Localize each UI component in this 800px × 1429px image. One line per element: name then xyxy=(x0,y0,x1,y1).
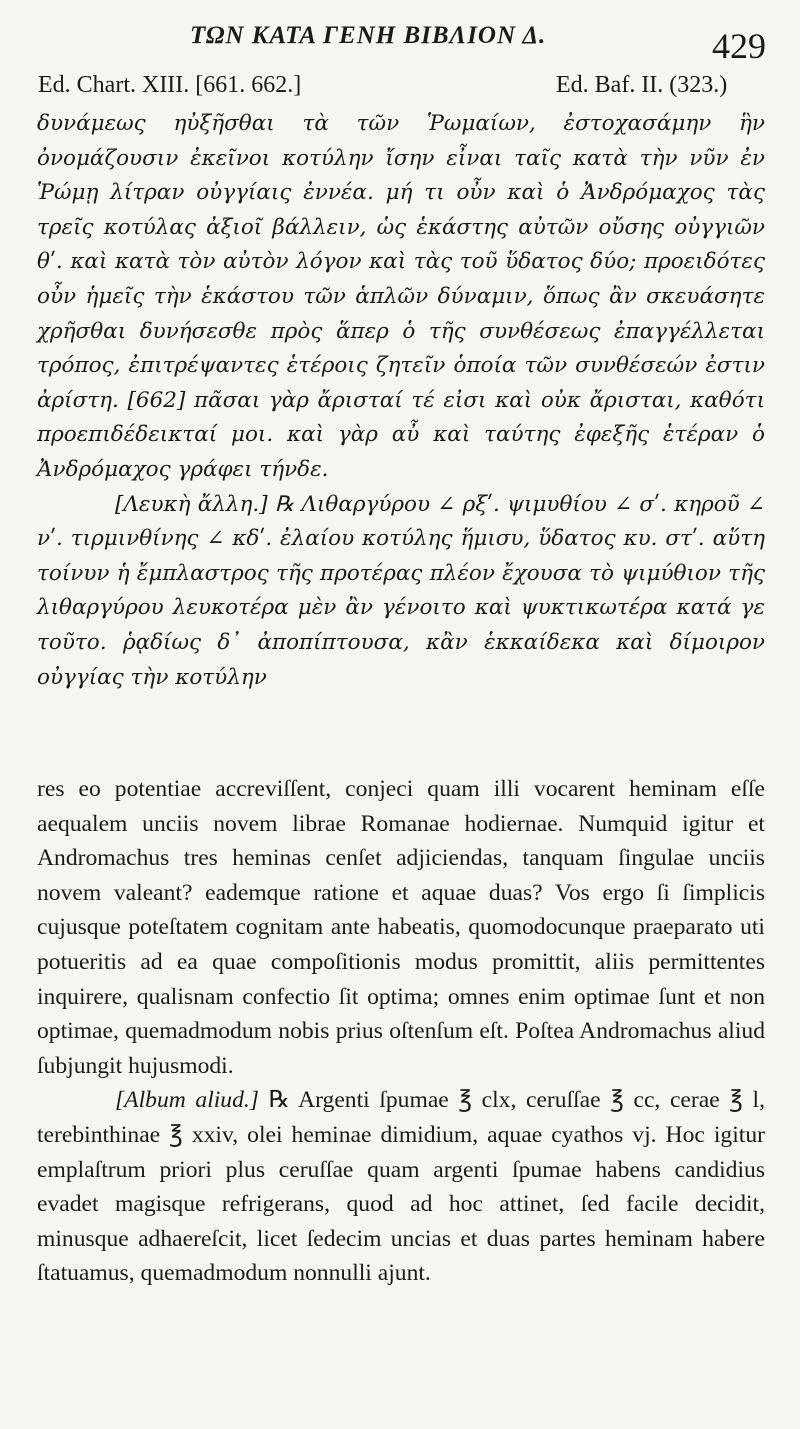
page-number: 429 xyxy=(712,26,766,66)
latin-paragraph-2 xyxy=(37,1083,765,1291)
edition-reference-right: Ed. Baf. II. (323.) xyxy=(556,72,728,98)
greek-paragraph-2 xyxy=(37,488,765,696)
greek-recipe-heading: [Λευκὴ ἄλλη.] xyxy=(115,491,268,517)
latin-recipe-body: ℞ Argenti ſpumae ℥ clx, ceruſſae ℥ cc, cerae ℥ l, terebinthinae ℥ xxiv, olei heminae dimidium, aquae cyathos vj. Hoc igitur emplaſtrum priori plus ceruſſae quam argenti ſpumae habens candidius evadet magisque refrigerans, quod ad hoc attinet, ſed facile decidit, minusque adhaereſcit, licet ſedecim uncias et duas partes heminam habere ſtatuamus, quemadmodum nonnulli ajunt. xyxy=(37,1087,765,1287)
edition-reference-left: Ed. Chart. XIII. [661. 662.] xyxy=(38,72,302,98)
greek-recipe-body: ℞ Λιθαργύρου ∠ ρξʹ. ψιμυθίου ∠ σʹ. κηροῦ ∠ νʹ. τιρμινθίνης ∠ κδʹ. ἐλαίου κοτύλης ἥμισυ, ὕδατος κυ. στʹ. αὕτη τοίνυν ἡ ἔμπλαστρος τῆς προτέρας πλέον ἔχουσα τὸ ψιμύθιον τῆς λιθαργύρου λευκοτέρα μὲν ἂν γένοιτο καὶ ψυκτικωτέρα κατά γε τοῦτο. ῥᾳδίως δ᾽ ἀποπίπτουσα, κἂν ἑκκαίδεκα καὶ δίμοιρον οὐγγίας τὴν κοτύλην xyxy=(37,491,766,690)
running-title: ΤΩΝ ΚΑΤΑ ΓΕΝΗ ΒΙΒΛΙΟΝ Δ. xyxy=(190,22,547,49)
latin-recipe-heading: [Album aliud.] xyxy=(115,1087,259,1114)
greek-text-block xyxy=(37,107,765,695)
greek-paragraph-1: δυνάμεως ηὐξῆσθαι τὰ τῶν Ῥωμαίων, ἐστοχασάμην ἣν ὀνομάζουσιν ἐκεῖνοι κοτύλην ἴσην εἶναι ταῖς κατὰ τὴν νῦν ἐν Ῥώμῃ λίτραν οὐγγίαις ἐννέα. μή τι οὖν καὶ ὁ Ἀνδρόμαχος τὰς τρεῖς κοτύλας ἀξιοῖ βάλλειν, ὡς ἑκάστης αὐτῶν οὔσης οὐγγιῶν θʹ. καὶ κατὰ τὸν αὐτὸν λόγον καὶ τὰς τοῦ ὕδατος δύο; προειδότες οὖν ἡμεῖς τὴν ἑκάστου τῶν ἁπλῶν δύναμιν, ὅπως ἂν σκευάσητε χρῆσθαι δυνήσεσθε πρὸς ἅπερ ὁ τῆς συνθέσεως ἐπαγγέλλεται τρόπος, ἐπιτρέψαντες ἑτέροις ζητεῖν ὁποία τῶν συνθέσεών ἐστιν ἀρίστη. [662] πᾶσαι γὰρ ἄρισταί τέ εἰσι καὶ οὐκ ἄρισται, καθότι προεπιδέδεικταί μοι. καὶ γὰρ αὖ καὶ ταύτης ἐφεξῆς ἑτέραν ὁ Ἀνδρόμαχος γράφει τήνδε. xyxy=(37,111,765,482)
latin-text-block xyxy=(37,772,765,1291)
latin-paragraph-1: res eo potentiae accreviſſent, conjeci quam illi vocarent heminam eſſe aequalem unciis novem librae Romanae hodiernae. Numquid igitur et Andromachus tres heminas cenſet adjiciendas, tanquam ſingulae unciis novem valeant? eademque ratione et aquae duas? Vos ergo ſi ſimplicis cujusque poteſtatem cognitam ante habeatis, quomodocunque praeparato uti potueritis ad ea quae compoſitionis modus promittit, aliis permittentes inquirere, qualisnam confectio ſit optima; omnes enim optimae ſunt et non optimae, quemadmodum nobis prius oſtenſum eſt. Poſtea Andromachus aliud ſubjungit hujusmodi. xyxy=(37,776,765,1079)
